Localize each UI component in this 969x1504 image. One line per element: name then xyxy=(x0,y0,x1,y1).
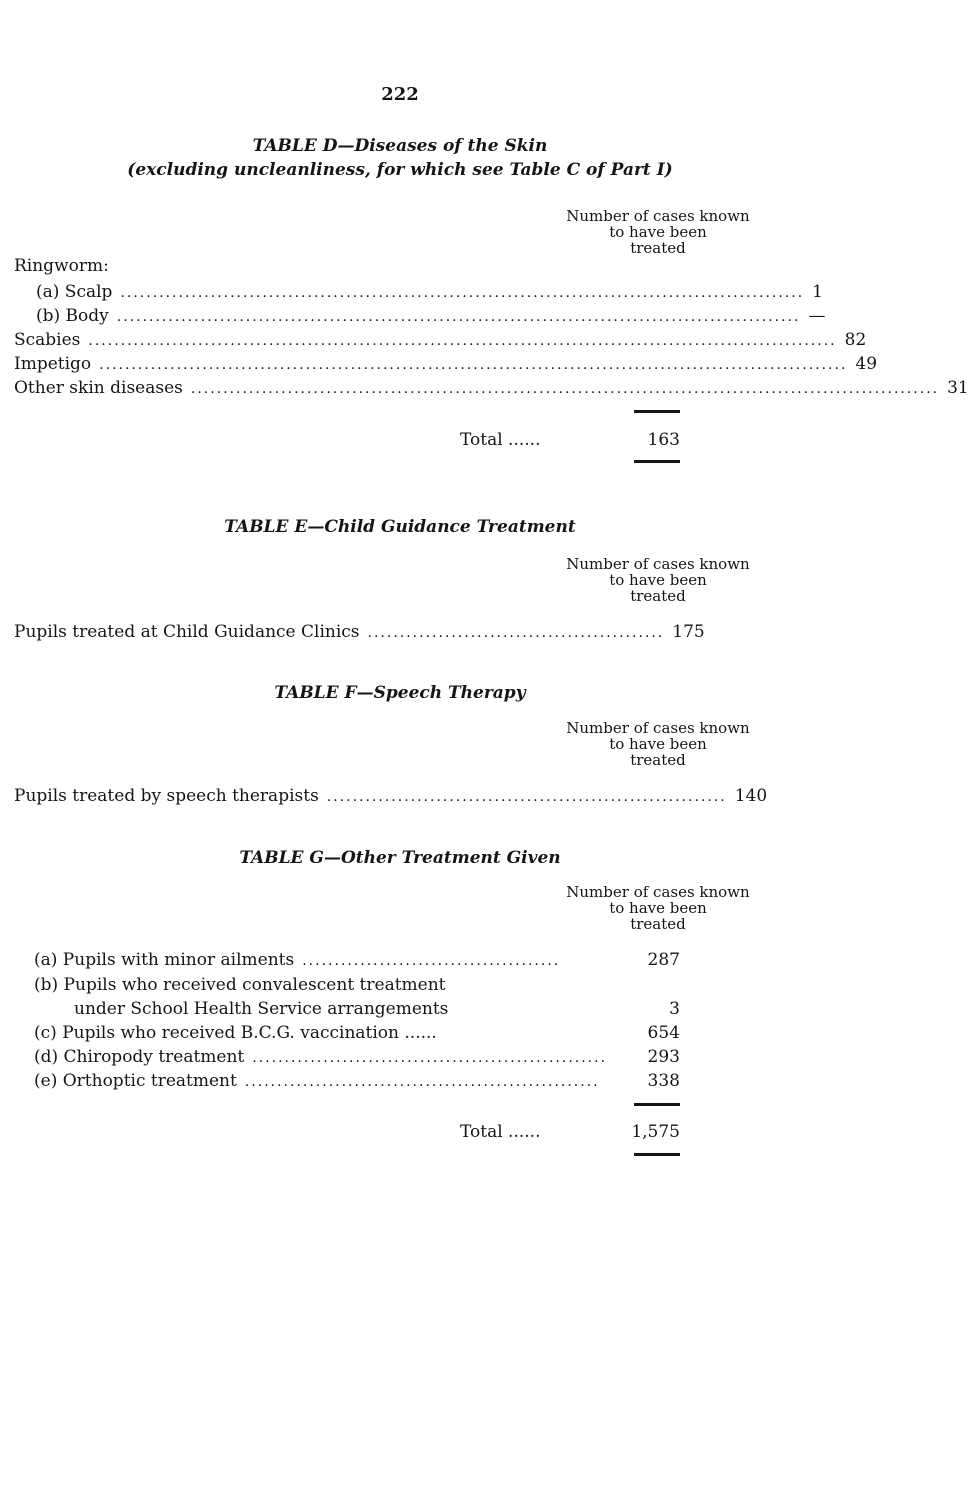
table-row xyxy=(14,786,768,806)
leader-dots: .................................................................................................................... xyxy=(190,381,940,397)
row-label: Pupils treated by speech therapists xyxy=(14,786,319,806)
row-value: 140 xyxy=(734,786,768,806)
row-label: Impetigo xyxy=(14,354,92,374)
row-label: (b) Body xyxy=(36,306,109,326)
row-value: 31 xyxy=(947,378,969,398)
row-value: 293 xyxy=(647,1047,680,1067)
column-header-line: Number of cases known xyxy=(566,883,750,901)
row-label: (a) Pupils with minor ailments xyxy=(34,950,295,970)
row-label: (c) Pupils who received B.C.G. vaccination ...... xyxy=(34,1023,437,1043)
row-value: 82 xyxy=(844,330,867,350)
total-rule-top xyxy=(634,1103,680,1106)
total-rule-bottom xyxy=(634,460,680,463)
column-header-line: to have been xyxy=(609,223,707,241)
table-f-column-header xyxy=(548,720,768,768)
table-row xyxy=(36,306,826,326)
column-header-line: treated xyxy=(630,587,686,605)
row-value: 338 xyxy=(647,1071,680,1091)
table-d-column-header xyxy=(548,208,768,256)
total-row xyxy=(460,430,680,450)
row-value: 654 xyxy=(647,1023,680,1043)
column-header-line: to have been xyxy=(609,571,707,589)
table-row xyxy=(14,354,878,374)
table-g-column-header xyxy=(548,884,768,932)
row-label: (d) Chiropody treatment xyxy=(34,1047,245,1067)
row-label: Other skin diseases xyxy=(14,378,183,398)
table-row xyxy=(34,1071,680,1091)
row-value: — xyxy=(808,306,826,326)
total-value: 163 xyxy=(647,430,680,450)
row-label: (a) Scalp xyxy=(36,282,113,302)
row-value: 175 xyxy=(672,622,705,642)
column-header-line: Number of cases known xyxy=(566,207,750,225)
row-value: 1 xyxy=(812,282,823,302)
row-label: Scabies xyxy=(14,330,81,350)
leader-dots: .................................................................................................................... xyxy=(99,357,848,373)
table-row xyxy=(36,282,823,302)
column-header-line: to have been xyxy=(609,899,707,917)
table-row xyxy=(34,975,680,995)
total-label: Total ...... xyxy=(460,1122,541,1142)
table-row xyxy=(34,1023,680,1043)
total-rule-bottom xyxy=(634,1153,680,1156)
table-row xyxy=(34,1047,680,1067)
total-value: 1,575 xyxy=(631,1122,680,1142)
leader-dots: .............................................................. xyxy=(326,789,727,805)
table-d-title: TABLE D—Diseases of the Skin xyxy=(252,136,548,156)
leader-dots: .................................................................................................................... xyxy=(88,333,837,349)
row-label: (b) Pupils who received convalescent treatment xyxy=(34,975,446,995)
leader-dots: ....................................................... xyxy=(252,1050,608,1066)
table-row xyxy=(34,950,680,970)
leader-dots: .......................................................................................................... xyxy=(116,309,801,325)
page-number: 222 xyxy=(381,84,419,105)
row-value: 3 xyxy=(669,999,680,1019)
table-f-title: TABLE F—Speech Therapy xyxy=(274,683,526,703)
column-header-line: treated xyxy=(630,915,686,933)
row-label: under School Health Service arrangements xyxy=(74,999,449,1019)
row-label: Pupils treated at Child Guidance Clinics xyxy=(14,622,360,642)
column-header-line: Number of cases known xyxy=(566,555,750,573)
table-e-title: TABLE E—Child Guidance Treatment xyxy=(224,517,576,537)
column-header-line: Number of cases known xyxy=(566,719,750,737)
column-header-line: to have been xyxy=(609,735,707,753)
row-value: 287 xyxy=(647,950,680,970)
ringworm-group-label: Ringworm: xyxy=(14,256,109,276)
table-d-subtitle: (excluding uncleanliness, for which see Table C of Part I) xyxy=(127,160,673,180)
leader-dots: .......................................................................................................... xyxy=(120,285,805,301)
table-e-column-header xyxy=(548,556,768,604)
table-row xyxy=(14,378,969,398)
leader-dots: .............................................. xyxy=(367,625,665,641)
table-row xyxy=(74,999,680,1019)
column-header-line: treated xyxy=(630,751,686,769)
table-row xyxy=(14,330,867,350)
table-g-title: TABLE G—Other Treatment Given xyxy=(239,848,561,868)
total-label: Total ...... xyxy=(460,430,541,450)
total-row xyxy=(460,1122,680,1142)
row-label: (e) Orthoptic treatment xyxy=(34,1071,237,1091)
leader-dots: ........................................ xyxy=(302,953,561,969)
row-value: 49 xyxy=(855,354,878,374)
leader-dots: ....................................................... xyxy=(244,1074,600,1090)
column-header-line: treated xyxy=(630,239,686,257)
table-row xyxy=(14,622,705,642)
total-rule-top xyxy=(634,410,680,413)
